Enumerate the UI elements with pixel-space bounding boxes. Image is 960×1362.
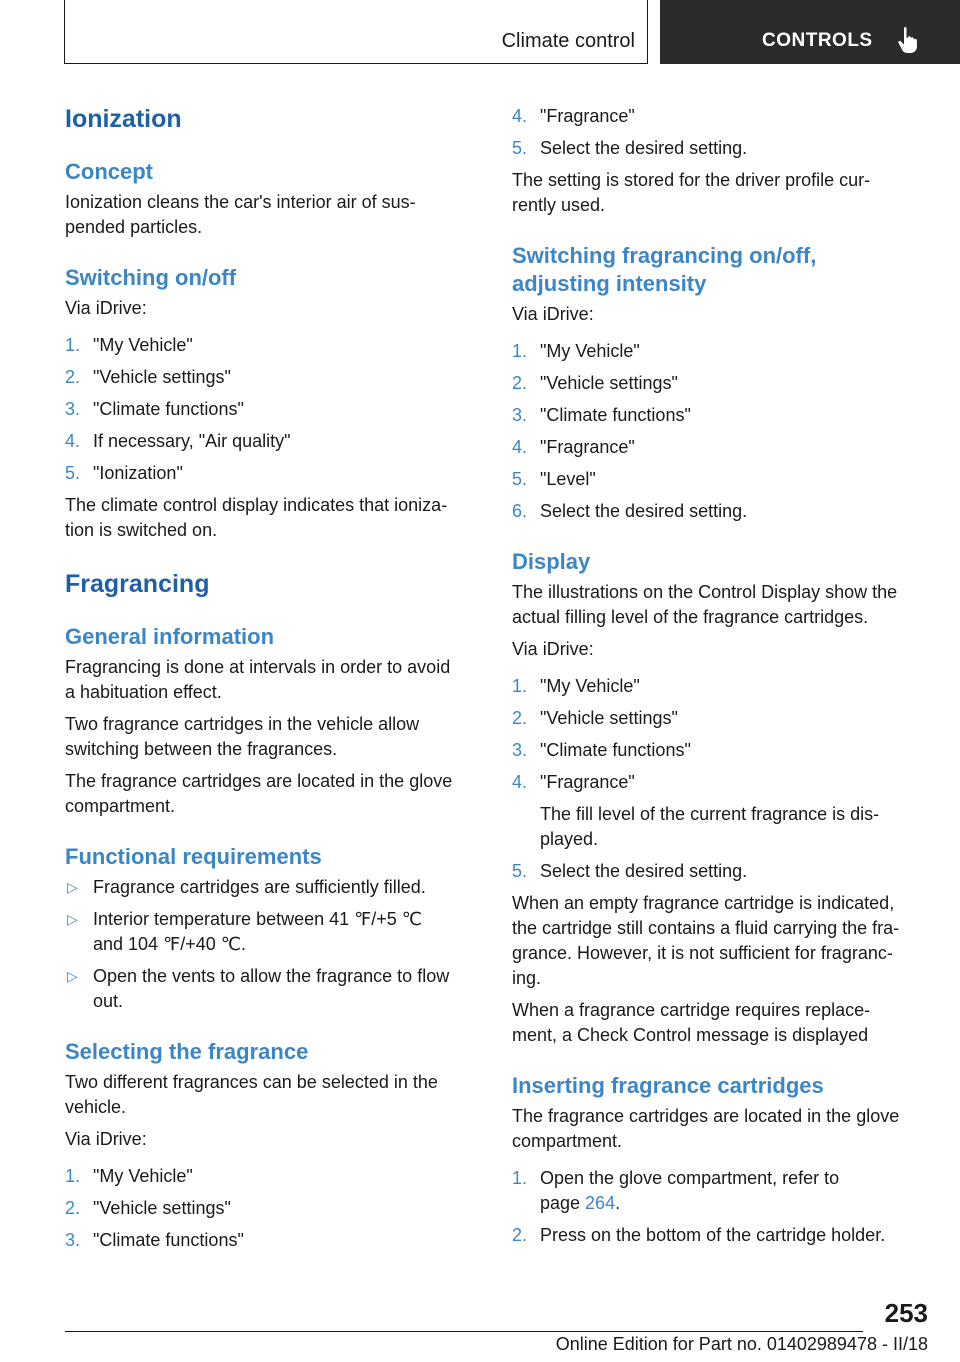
list-item: 2. "Vehicle settings" [65,367,231,387]
via-idrive-text: Via iDrive: [512,304,594,324]
list-item: 5. "Ionization" [65,463,183,483]
list-item: ▷ Open the vents to allow the fragrance to flow out. [67,966,450,1011]
requirements-list [65,875,477,1014]
general-text-3: The fragrance cartridges are located in the glove compartment. [65,771,453,816]
footer-divider [65,1331,863,1332]
requirements-heading: Functional requirements [65,844,322,869]
right-column [512,104,927,1248]
triangle-bullet-icon: ▷ [67,968,78,984]
list-item: 4. "Fragrance" [512,437,635,457]
inserting-heading: Inserting fragrance cartridges [512,1073,824,1098]
ionization-steps [65,333,477,486]
list-item: 3. "Climate functions" [65,399,244,419]
concept-text: Ionization cleans the car's interior air of sus- pended particles. [65,192,416,237]
replace-cartridge-note: When a fragrance cartridge requires replace- ment, a Check Control message is displayed [512,1000,871,1045]
display-steps-end [512,859,927,884]
display-text: The illustrations on the Control Display show the actual filling level of the fragrance cartridges. [512,582,898,627]
list-item: 1. Open the glove compartment, refer to page 264. [512,1168,840,1213]
list-item: 2. "Vehicle settings" [65,1198,231,1218]
inserting-steps [512,1166,927,1248]
via-idrive-text: Via iDrive: [65,1129,147,1149]
concept-heading: Concept [65,159,153,184]
list-item: 2. Press on the bottom of the cartridge holder. [512,1225,886,1245]
via-idrive-text: Via iDrive: [65,298,147,318]
list-item: 5. "Level" [512,469,596,489]
header-right-tab [660,0,960,64]
edition-text: Online Edition for Part no. 01402989478 - II/18 [555,1334,928,1354]
triangle-bullet-icon: ▷ [67,879,78,895]
list-item: ▷ Fragrance cartridges are sufficiently filled. [65,875,477,900]
selecting-steps-continued [512,104,927,161]
fragrancing-heading: Fragrancing [65,570,210,598]
list-item: 3. "Climate functions" [512,740,691,760]
general-text-2: Two fragrance cartridges in the vehicle allow switching between the fragrances. [65,714,420,759]
list-item: 5. Select the desired setting. [512,861,748,881]
list-item: 2. "Vehicle settings" [512,708,678,728]
general-text-1: Fragrancing is done at intervals in order to avoid a habituation effect. [65,657,451,702]
selecting-steps [65,1164,477,1253]
stored-text: The setting is stored for the driver profile cur- rently used. [512,170,871,215]
list-item: 3. "Climate functions" [65,1230,244,1250]
list-item: 1. "My Vehicle" [65,1166,193,1186]
section-title: Climate control [501,30,635,52]
page-264-link[interactable]: 264 [585,1193,616,1213]
header-left-box [64,0,648,64]
selecting-heading: Selecting the fragrance [65,1039,309,1064]
list-item: 4. If necessary, "Air quality" [65,431,291,451]
list-item: 2. "Vehicle settings" [512,373,678,393]
intensity-steps [512,339,927,524]
list-item: 4. "Fragrance" [512,772,635,792]
via-idrive-text: Via iDrive: [512,639,594,659]
list-item: 1. "My Vehicle" [65,335,193,355]
list-item: 5. Select the desired setting. [512,138,748,158]
switching-heading: Switching on/off [65,265,237,290]
display-step-4-detail: The fill level of the current fragrance is dis- played. [540,804,880,849]
list-item: 4. "Fragrance" [512,106,635,126]
display-heading: Display [512,549,591,574]
hand-pointer-icon [896,26,920,54]
ionization-heading: Ionization [65,105,182,133]
selecting-text: Two different fragrances can be selected in the vehicle. [65,1072,438,1117]
empty-cartridge-note: When an empty fragrance cartridge is indicated, the cartridge still contains a fluid carrying the fra- grance. However, it is not sufficient for fragranc- ing. [512,893,900,988]
list-item: 1. "My Vehicle" [512,341,640,361]
list-item: ▷ Interior temperature between 41 ℉/+5 ℃ and 104 ℉/+40 ℃. [67,909,423,954]
list-item: 1. "My Vehicle" [512,676,640,696]
general-info-heading: General information [65,624,275,649]
page-number: 253 [884,1298,928,1328]
list-item: 6. Select the desired setting. [512,501,748,521]
triangle-bullet-icon: ▷ [67,911,78,927]
list-item: 3. "Climate functions" [512,405,691,425]
display-steps [512,674,927,795]
chapter-title: CONTROLS [762,30,873,51]
ionization-after-text: The climate control display indicates that ioniza- tion is switched on. [65,495,448,540]
intensity-heading: Switching fragrancing on/off, adjusting intensity [512,243,817,296]
left-column [65,96,477,1253]
inserting-text: The fragrance cartridges are located in the glove compartment. [512,1106,900,1151]
